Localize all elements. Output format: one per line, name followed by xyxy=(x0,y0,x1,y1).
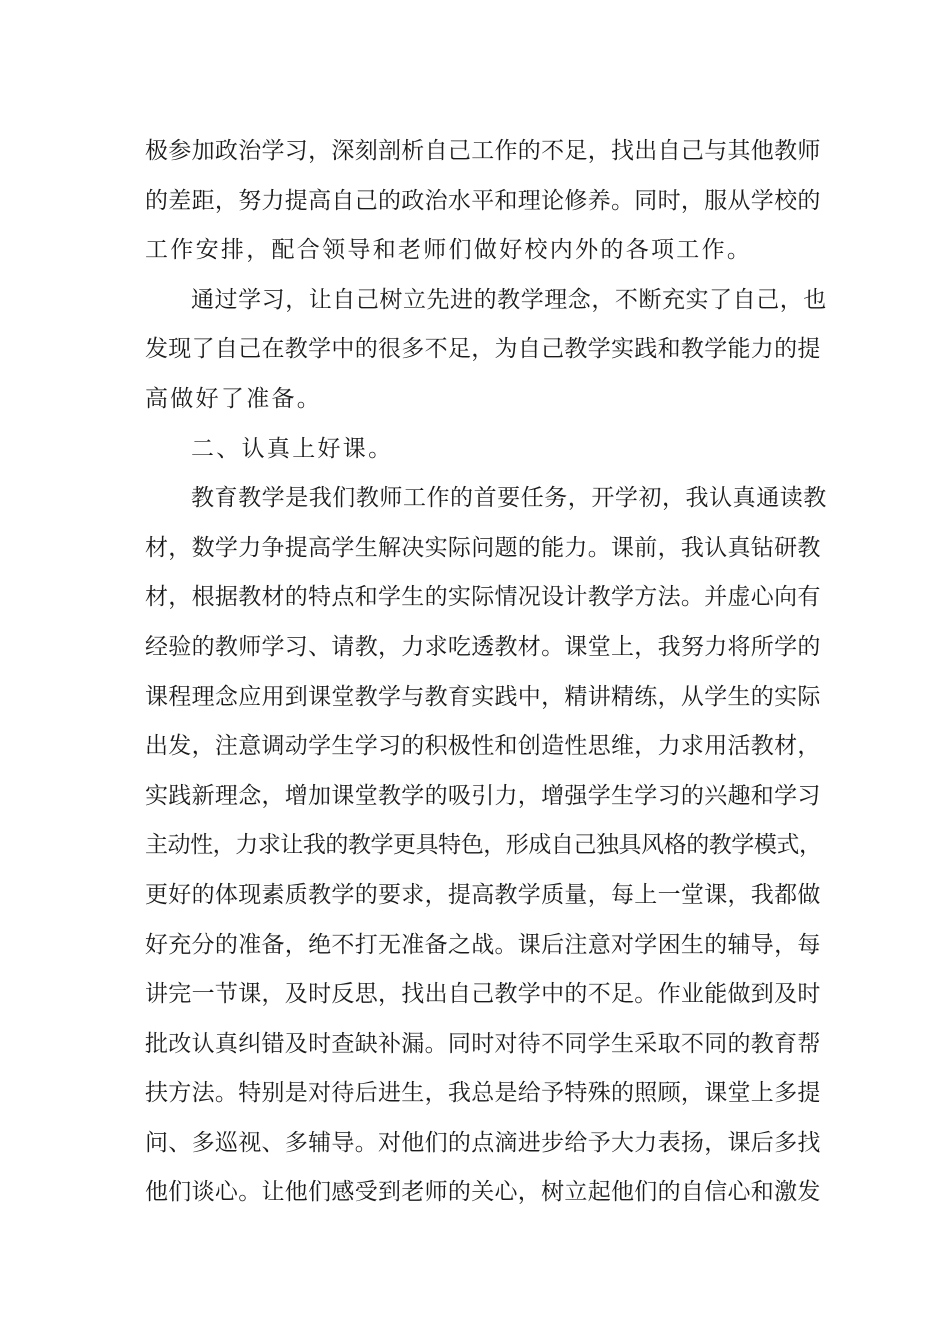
text-line: 问、多巡视、多辅导。对他们的点滴进步给予大力表扬，课后多找 xyxy=(145,1129,821,1156)
text-line: 出发，注意调动学生学习的积极性和创造性思维，力求用活教材， xyxy=(145,733,821,760)
text-line: 实践新理念，增加课堂教学的吸引力，增强学生学习的兴趣和学习 xyxy=(145,782,821,809)
text-line: 高做好了准备。 xyxy=(145,385,323,412)
text-line: 扶方法。特别是对待后进生，我总是给予特殊的照顾，课堂上多提 xyxy=(145,1080,821,1107)
text-line: 极参加政治学习，深刻剖析自己工作的不足，找出自己与其他教师 xyxy=(145,138,821,164)
text-line: 主动性，力求让我的教学更具特色，形成自己独具风格的教学模式， xyxy=(145,832,822,859)
text-line: 讲完一节课，及时反思，找出自己教学中的不足。作业能做到及时 xyxy=(145,981,821,1008)
text-line: 教育教学是我们教师工作的首要任务，开学初，我认真通读教 xyxy=(191,485,827,512)
text-line: 好充分的准备，绝不打无准备之战。课后注意对学困生的辅导，每 xyxy=(145,931,821,958)
text-line: 的差距，努力提高自己的政治水平和理论修养。同时，服从学校的 xyxy=(145,187,821,214)
text-line: 通过学习，让自己树立先进的教学理念，不断充实了自己，也 xyxy=(191,286,827,313)
text-line: 课程理念应用到课堂教学与教育实践中，精讲精练，从学生的实际 xyxy=(145,683,821,710)
text-line: 发现了自己在教学中的很多不足，为自己教学实践和教学能力的提 xyxy=(145,336,821,363)
text-line: 他们谈心。让他们感受到老师的关心，树立起他们的自信心和激发 xyxy=(145,1179,821,1206)
text-line: 经验的教师学习、请教，力求吃透教材。课堂上，我努力将所学的 xyxy=(145,633,821,660)
text-line: 工作安排，配合领导和老师们做好校内外的各项工作。 xyxy=(145,237,753,264)
text-line: 二、认真上好课。 xyxy=(191,435,394,462)
text-line: 材，数学力争提高学生解决实际问题的能力。课前，我认真钻研教 xyxy=(145,534,821,561)
text-line: 批改认真纠错及时查缺补漏。同时对待不同学生采取不同的教育帮 xyxy=(145,1030,821,1057)
text-line: 更好的体现素质教学的要求，提高教学质量，每上一堂课，我都做 xyxy=(145,881,821,908)
text-line: 材，根据教材的特点和学生的实际情况设计教学方法。并虚心向有 xyxy=(145,584,821,611)
body-text xyxy=(145,127,825,1218)
